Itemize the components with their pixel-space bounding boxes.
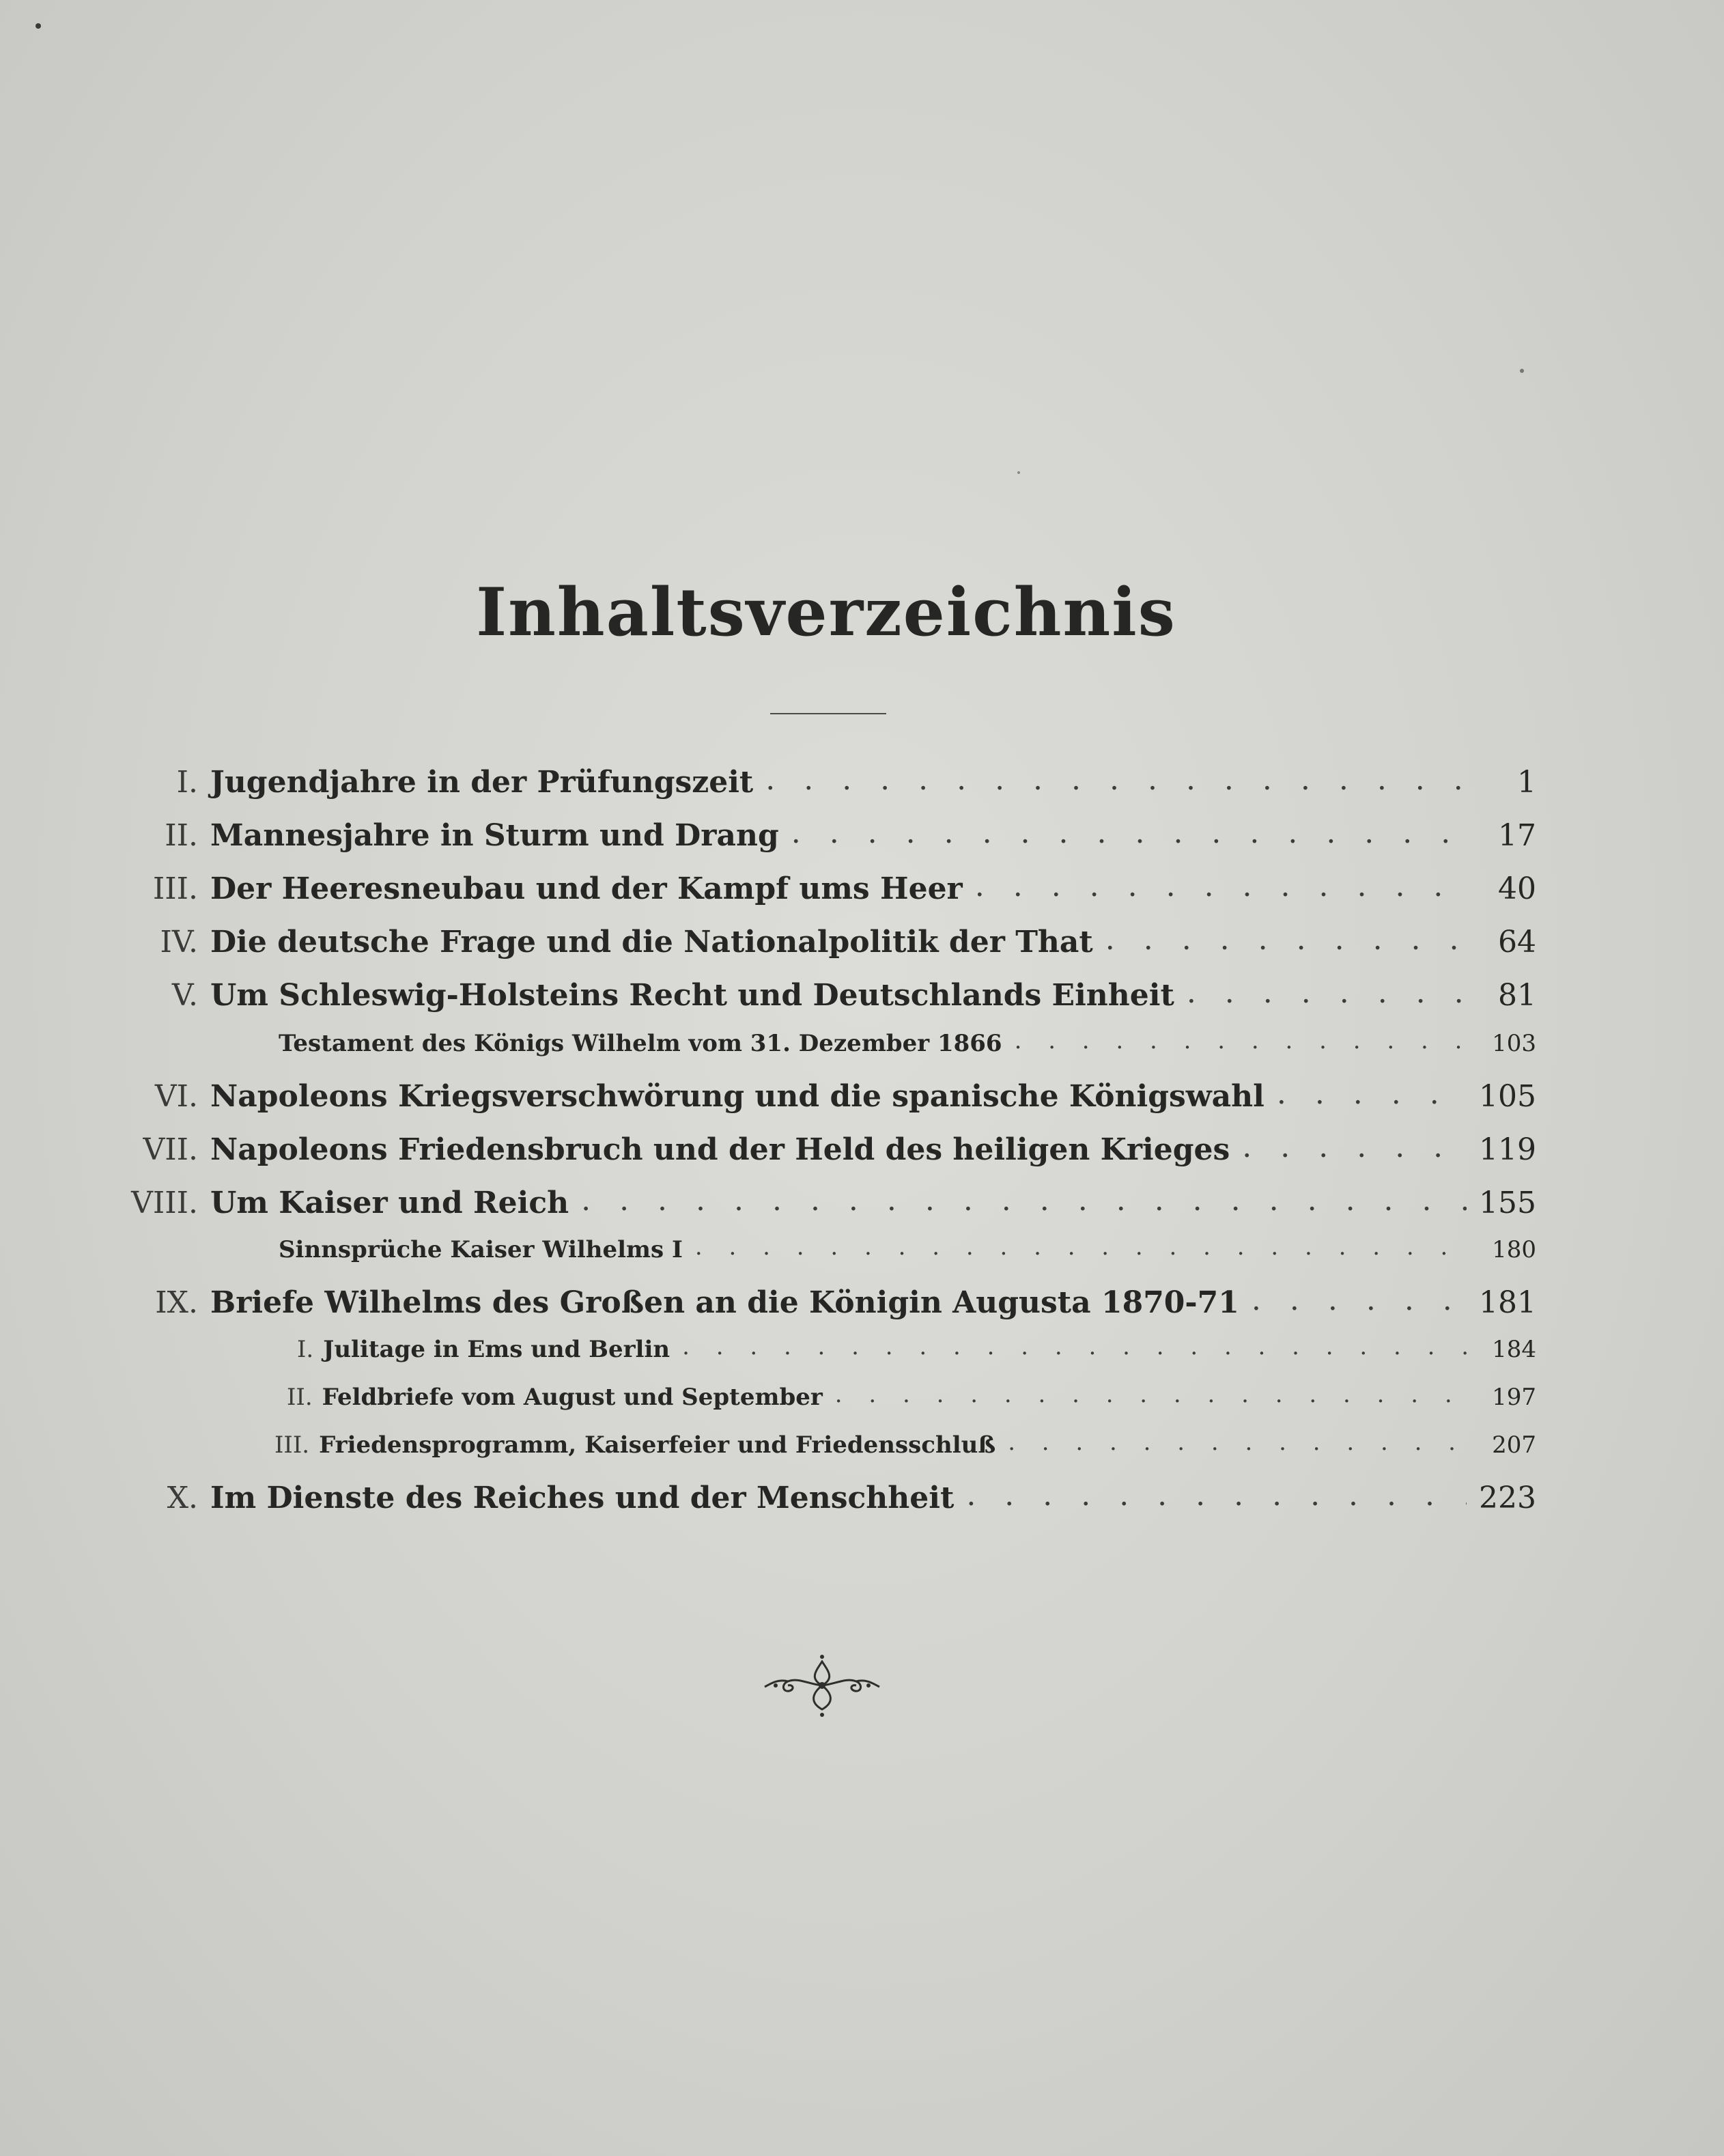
page-number: 119 [1479,1132,1536,1167]
page-number: 40 [1498,871,1536,906]
dot-leader [835,1381,1469,1408]
page-number: 180 [1492,1236,1536,1263]
dot-leader [1105,922,1469,957]
page-number: 1 [1517,765,1536,800]
dot-leader [791,815,1469,850]
toc-subentry-testament [279,1030,1536,1064]
page-number: 223 [1479,1481,1536,1515]
dot-leader [1252,1283,1467,1317]
subentry-title: Friedensprogramm, Kaiserfeier und Friedensschluß [319,1431,996,1459]
chapter-numeral: I. [176,765,198,800]
chapter-numeral: X. [167,1481,198,1515]
toc-entry-7 [102,1132,1536,1173]
toc-subentry-feldbriefe [287,1384,1536,1418]
toc-entry-2 [102,818,1536,859]
chapter-title: Um Schleswig-Holsteins Recht und Deutschlands Einheit [210,978,1174,1013]
page-number: 17 [1498,818,1536,853]
title-divider [770,713,886,714]
page-number: 105 [1479,1079,1536,1114]
page-number: 207 [1492,1431,1536,1459]
chapter-numeral: III. [152,871,198,906]
toc-subentry-sinnsprueche [279,1236,1536,1270]
toc-entry-5 [102,978,1536,1019]
chapter-numeral: IV. [160,925,198,960]
subentry-numeral: II. [287,1384,313,1411]
dot-leader [966,1478,1467,1513]
dot-leader [1015,1027,1469,1054]
chapter-title: Im Dienste des Reiches und der Menschheit [210,1481,955,1515]
page-title: Inhaltsverzeichnis [476,574,1176,651]
chapter-title: Napoleons Kriegsverschwörung und die spanische Königswahl [210,1079,1264,1114]
dot-leader [1242,1130,1467,1164]
subentry-numeral: III. [274,1431,310,1459]
toc-subentry-julitage [297,1336,1536,1370]
page-number: 81 [1498,978,1536,1013]
chapter-numeral: V. [171,978,198,1013]
dot-leader [975,869,1469,904]
toc-entry-3 [102,871,1536,912]
subentry-title: Feldbriefe vom August und September [322,1384,823,1411]
subentry-title: Testament des Königs Wilhelm vom 31. Dezember 1866 [279,1030,1002,1057]
chapter-numeral: II. [165,818,198,853]
subentry-numeral: I. [297,1336,314,1363]
subentry-title: Julitage in Ems und Berlin [323,1336,670,1363]
toc-entry-9 [102,1285,1536,1326]
page-number: 197 [1492,1384,1536,1411]
toc-entry-8 [102,1186,1536,1227]
dot-leader [1187,975,1469,1010]
paper-speck [1520,369,1524,373]
page-number: 181 [1479,1285,1536,1320]
page-number: 155 [1479,1186,1536,1220]
toc-entry-4 [102,925,1536,966]
chapter-title: Um Kaiser und Reich [210,1186,569,1220]
chapter-title: Briefe Wilhelms des Großen an die Königin Augusta 1870-71 [210,1285,1239,1320]
page-number: 184 [1492,1336,1536,1363]
dot-leader [1277,1076,1467,1111]
toc-entry-1 [102,765,1536,806]
toc-entry-6 [102,1079,1536,1120]
toc-subentry-friedensprogramm [274,1431,1536,1466]
dot-leader [682,1333,1469,1360]
dot-leader [695,1233,1469,1261]
page-number: 103 [1492,1030,1536,1057]
chapter-title: Die deutsche Frage und die Nationalpolitik der That [210,925,1093,960]
chapter-title: Napoleons Friedensbruch und der Held des heiligen Krieges [210,1132,1230,1167]
floral-ornament-icon [761,1651,884,1720]
chapter-numeral: VI. [154,1079,198,1114]
table-of-contents [102,765,1543,1537]
chapter-numeral: IX. [155,1285,198,1320]
chapter-title: Jugendjahre in der Prüfungszeit [210,765,754,800]
chapter-numeral: VII. [143,1132,198,1167]
paper-speck [1017,471,1020,474]
dot-leader [581,1183,1467,1218]
chapter-numeral: VIII. [131,1186,198,1220]
paper-speck [36,23,41,29]
dot-leader [765,762,1469,797]
toc-entry-10 [102,1481,1536,1522]
dot-leader [1008,1429,1469,1456]
subentry-title: Sinnsprüche Kaiser Wilhelms I [279,1236,683,1263]
chapter-title: Der Heeresneubau und der Kampf ums Heer [210,871,963,906]
page-number: 64 [1498,925,1536,960]
chapter-title: Mannesjahre in Sturm und Drang [210,818,779,853]
